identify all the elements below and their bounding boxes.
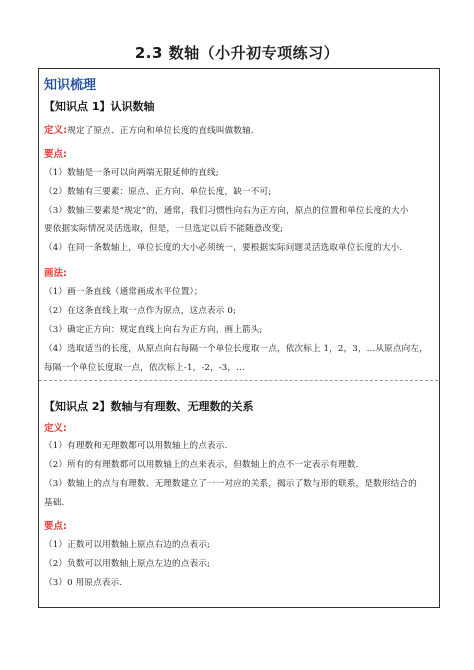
- kp2-definition-3-cont: 基础.: [44, 498, 65, 508]
- kp1-point-3-cont: 要依据实际情况灵活选取，但是，一旦选定以后不能随意改变;: [44, 224, 284, 234]
- kp1-point-3: （3）数轴三要素是“规定”的，通常，我们习惯性向右为正方向，原点的位置和单位长度的大小: [44, 206, 409, 216]
- kp1-point-1: （1）数轴是一条可以向两端无限延伸的直线;: [44, 168, 219, 178]
- kp1-draw-label: 画法:: [44, 268, 67, 279]
- kp1-draw-step-4-cont: 每隔一个单位长度取一点，依次标上-1，-2，-3，…: [44, 363, 245, 373]
- kp1-draw-step-1: （1）画一条直线（通常画成水平位置）；: [44, 287, 203, 297]
- kp2-point-3: （3）0 用原点表示.: [44, 578, 123, 588]
- content-frame: [38, 68, 440, 608]
- kp1-point-2: （2）数轴有三要素：原点、正方向、单位长度，缺一不可;: [44, 187, 272, 197]
- knowledge-point-1-heading: 【知识点 1】认识数轴: [44, 100, 155, 113]
- kp2-points-label: 要点:: [44, 521, 67, 532]
- kp1-definition: [44, 122, 254, 136]
- kp1-draw-step-3: （3）确定正方向：规定直线上向右为正方向，画上箭头;: [44, 325, 263, 335]
- kp1-draw-step-4: （4）选取适当的长度，从原点向右每隔一个单位长度取一点，依次标上 1，2，3，…从原点向左，: [44, 344, 428, 354]
- section-divider: [39, 380, 438, 381]
- section-heading: 知识梳理: [44, 78, 97, 93]
- kp1-definition-text: 规定了原点、正方向和单位长度的直线叫做数轴.: [67, 126, 254, 136]
- kp1-draw-step-2: （2）在这条直线上取一点作为原点，这点表示 0;: [44, 306, 237, 316]
- page-title: 2.3 数轴（小升初专项练习）: [134, 44, 340, 62]
- kp2-point-2: （2）负数可以用数轴上原点左边的点表示;: [44, 559, 211, 569]
- kp2-definition-label: 定义:: [44, 423, 67, 434]
- kp1-point-4: （4）在同一条数轴上，单位长度的大小必须统一，要根据实际问题灵活选取单位长度的大小.: [44, 243, 403, 253]
- kp2-definition-3: （3）数轴上的点与有理数、无理数建立了一一对应的关系，揭示了数与形的联系，是数形结合的: [44, 479, 417, 489]
- kp1-points-label: 要点:: [44, 149, 67, 160]
- knowledge-point-2-heading: 【知识点 2】数轴与有理数、无理数的关系: [44, 400, 254, 413]
- kp2-point-1: （1）正数可以用数轴上原点右边的点表示;: [44, 540, 211, 550]
- kp2-definition-2: （2）所有的有理数都可以用数轴上的点来表示，但数轴上的点不一定表示有理数.: [44, 460, 359, 470]
- kp1-definition-label: 定义:: [44, 125, 68, 136]
- kp2-definition-1: （1）有理数和无理数都可以用数轴上的点表示.: [44, 441, 228, 451]
